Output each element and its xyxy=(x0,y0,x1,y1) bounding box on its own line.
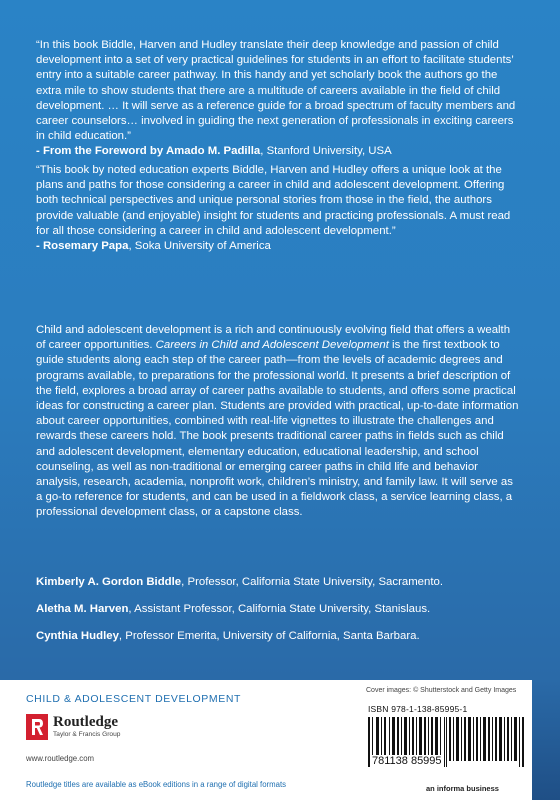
author-name: Aletha M. Harven xyxy=(36,603,129,615)
publisher-name: Routledge xyxy=(53,714,118,730)
book-description xyxy=(36,323,522,521)
isbn-barcode-block xyxy=(366,700,532,786)
author-role: , Assistant Professor, California State University, Stanislaus. xyxy=(128,603,431,615)
publisher-footer xyxy=(0,680,560,800)
ebook-note: Routledge titles are available as eBook editions in a range of digital formats xyxy=(26,780,287,789)
book-title-italic: Careers in Child and Adolescent Development xyxy=(155,339,389,352)
attribution-affiliation: , Soka University of America xyxy=(128,240,271,253)
informa-tagline: an informa business xyxy=(426,784,499,793)
cover-edge-strip xyxy=(532,680,560,800)
author-item xyxy=(36,603,430,615)
attribution-name: - Rosemary Papa xyxy=(36,240,129,253)
author-role: , Professor, California State University, Sacramento. xyxy=(181,576,444,588)
publisher-group: Taylor & Francis Group xyxy=(53,731,121,738)
quote-attribution xyxy=(36,144,522,159)
series-name: CHILD & ADOLESCENT DEVELOPMENT xyxy=(26,693,242,705)
attribution-name: - From the Foreword by Amado M. Padilla xyxy=(36,145,261,158)
barcode-number: 781138 85995 xyxy=(372,755,442,767)
quote-attribution xyxy=(36,239,522,254)
description-part-2: is the first textbook to guide students along each step of the career path—from the levels of academic degrees and programs available, to preparations for the professional world. It presents a brief description of the field, explores a broad array of career paths available to students, and offers some practical ideas for constructing a career plan. Students are provided with practical, up-to-date information about career opportunities, combined with real-life vignettes to illustrate the challenges and rewards these careers hold. The book presents traditional career paths in fields such as child and adolescent development, elementary education, educational leadership, and school counseling, as well as non-traditional or emerging career paths in child life and behavior analysis, research, academia, nonprofit work, children’s ministry, and family law. It will serve as a go-to reference for students, and can be used in a fieldwork class, a service learning class, a professional development class, or a capstone class. xyxy=(36,339,519,519)
author-name: Cynthia Hudley xyxy=(36,630,119,642)
publisher-website-link[interactable]: www.routledge.com xyxy=(26,754,95,763)
publisher-logo[interactable] xyxy=(26,714,176,740)
endorsement-quote-2 xyxy=(36,163,522,254)
author-role: , Professor Emerita, University of California, Santa Barbara. xyxy=(118,630,420,642)
quote-text: “This book by noted education experts Biddle, Harven and Hudley offers a unique look at the plans and paths for those considering a career in child and adolescent development. Offering both technical perspectives and unique personal stories from those in the field, the authors provide valuable (and enjoyable) insight for students and practicing professionals. A must read for all those considering a career in child and adolescent development.” xyxy=(36,164,511,237)
cover-image-credit: Cover images: © Shutterstock and Getty Images xyxy=(366,687,517,694)
description-part-1: Child and adolescent development is a rich and continuously evolving field that offers a wealth of career opportunities. xyxy=(36,324,511,352)
author-item xyxy=(36,576,443,588)
author-item xyxy=(36,630,420,642)
endorsement-quote-1 xyxy=(36,38,522,160)
isbn-text: ISBN 978-1-138-85995-1 xyxy=(368,704,468,714)
attribution-affiliation: , Stanford University, USA xyxy=(260,145,392,158)
author-name: Kimberly A. Gordon Biddle xyxy=(36,576,182,588)
quote-text: “In this book Biddle, Harven and Hudley translate their deep knowledge and passion of child development into a set of very practical guidelines for students in an effort to facilitate students’ entry into a suitable career pathway. In this handy and yet scholarly book the authors go the extra mile to show students that there are a multitude of careers available in the field of child development. … It will serve as a reference guide for a broad spectrum of faculty members and career counselors… involved in guiding the next generation of professionals in exciting careers in child education.” xyxy=(36,39,516,143)
routledge-logo-icon xyxy=(26,714,48,740)
